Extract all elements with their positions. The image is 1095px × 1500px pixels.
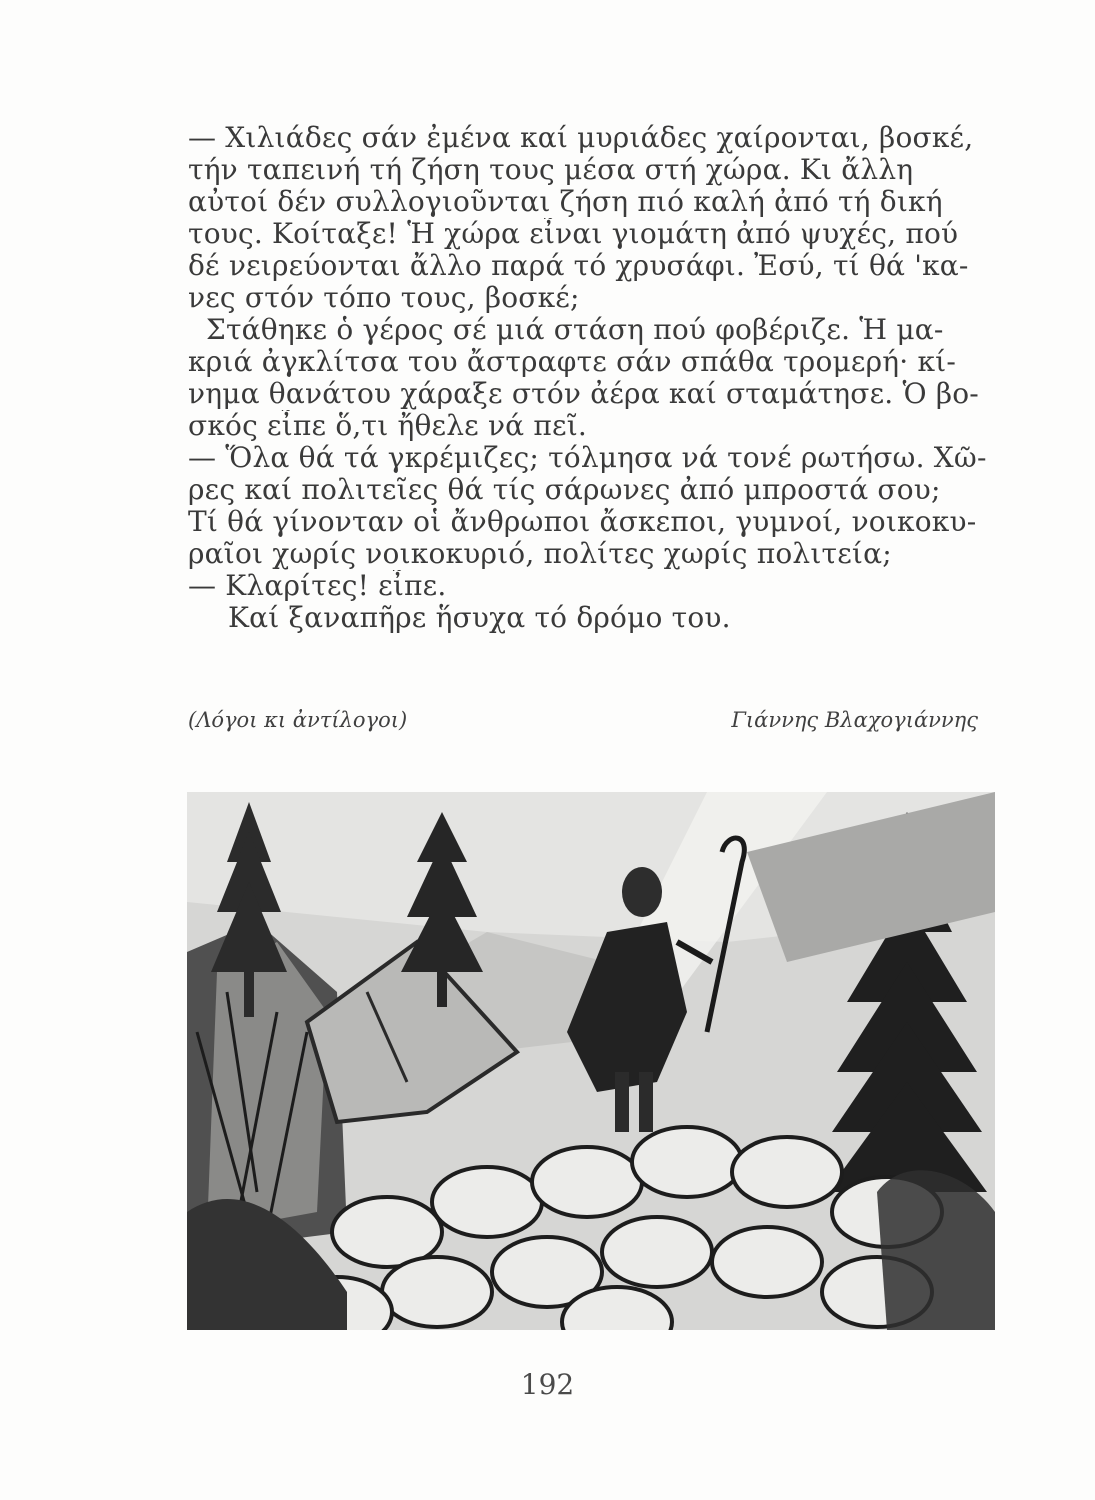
text-line: Στάθηκε ὁ γέρος σέ μιά στάση πού φοβέριζε. Ἡ μα- <box>206 314 944 346</box>
text-line: νες στόν τόπο τους, βοσκέ; <box>188 282 580 314</box>
text-line: τήν ταπεινή τή ζήση τους μέσα στή χώρα. Κι ἄλλη <box>188 154 914 186</box>
text-line: — Ὅλα θά τά γκρέμιζες; τόλμησα νά τονέ ρωτήσω. Χῶ- <box>188 442 987 474</box>
text-line: σκός εἶπε ὅ,τι ἤθελε νά πεῖ. <box>188 410 587 442</box>
shepherd-illustration <box>187 792 995 1330</box>
text-line: Καί ξαναπῆρε ἥσυχα τό δρόμο του. <box>228 602 731 634</box>
text-line: αὐτοί δέν συλλογιοῦνται ζήση πιό καλή ἀπό τή δική <box>188 186 943 218</box>
text-line: τους. Κοίταξε! Ἡ χώρα εἶναι γιομάτη ἀπό ψυχές, πού <box>188 218 959 250</box>
text-line: — Χιλιάδες σάν ἐμένα καί μυριάδες χαίρονται, βοσκέ, <box>188 122 974 154</box>
text-line: νημα θανάτου χάραξε στόν ἀέρα καί σταμάτησε. Ὁ βο- <box>188 378 979 410</box>
text-line: ραῖοι χωρίς νοικοκυριό, πολίτες χωρίς πολιτεία; <box>188 538 892 570</box>
page-number: 192 <box>520 1368 575 1401</box>
text-line: κριά ἀγκλίτσα του ἄστραφτε σάν σπάθα τρομερή· κί- <box>188 346 957 378</box>
text-line: ρες καί πολιτεῖες θά τίς σάρωνες ἀπό μπροστά σου; <box>188 474 941 506</box>
text-line: Τί θά γίνονταν οἱ ἄνθρωποι ἄσκεποι, γυμνοί, νοικοκυ- <box>188 506 977 538</box>
source-attribution <box>188 708 978 738</box>
text-line: — Κλαρίτες! εἶπε. <box>188 570 447 602</box>
source-author: Γιάννης Βλαχογιάννης <box>731 708 978 732</box>
source-work: (Λόγοι κι ἀντίλογοι) <box>188 708 408 732</box>
body-text <box>188 122 1006 634</box>
text-line: δέ νειρεύονται ἄλλο παρά τό χρυσάφι. Ἐσύ, τί θά 'κα- <box>188 250 969 282</box>
